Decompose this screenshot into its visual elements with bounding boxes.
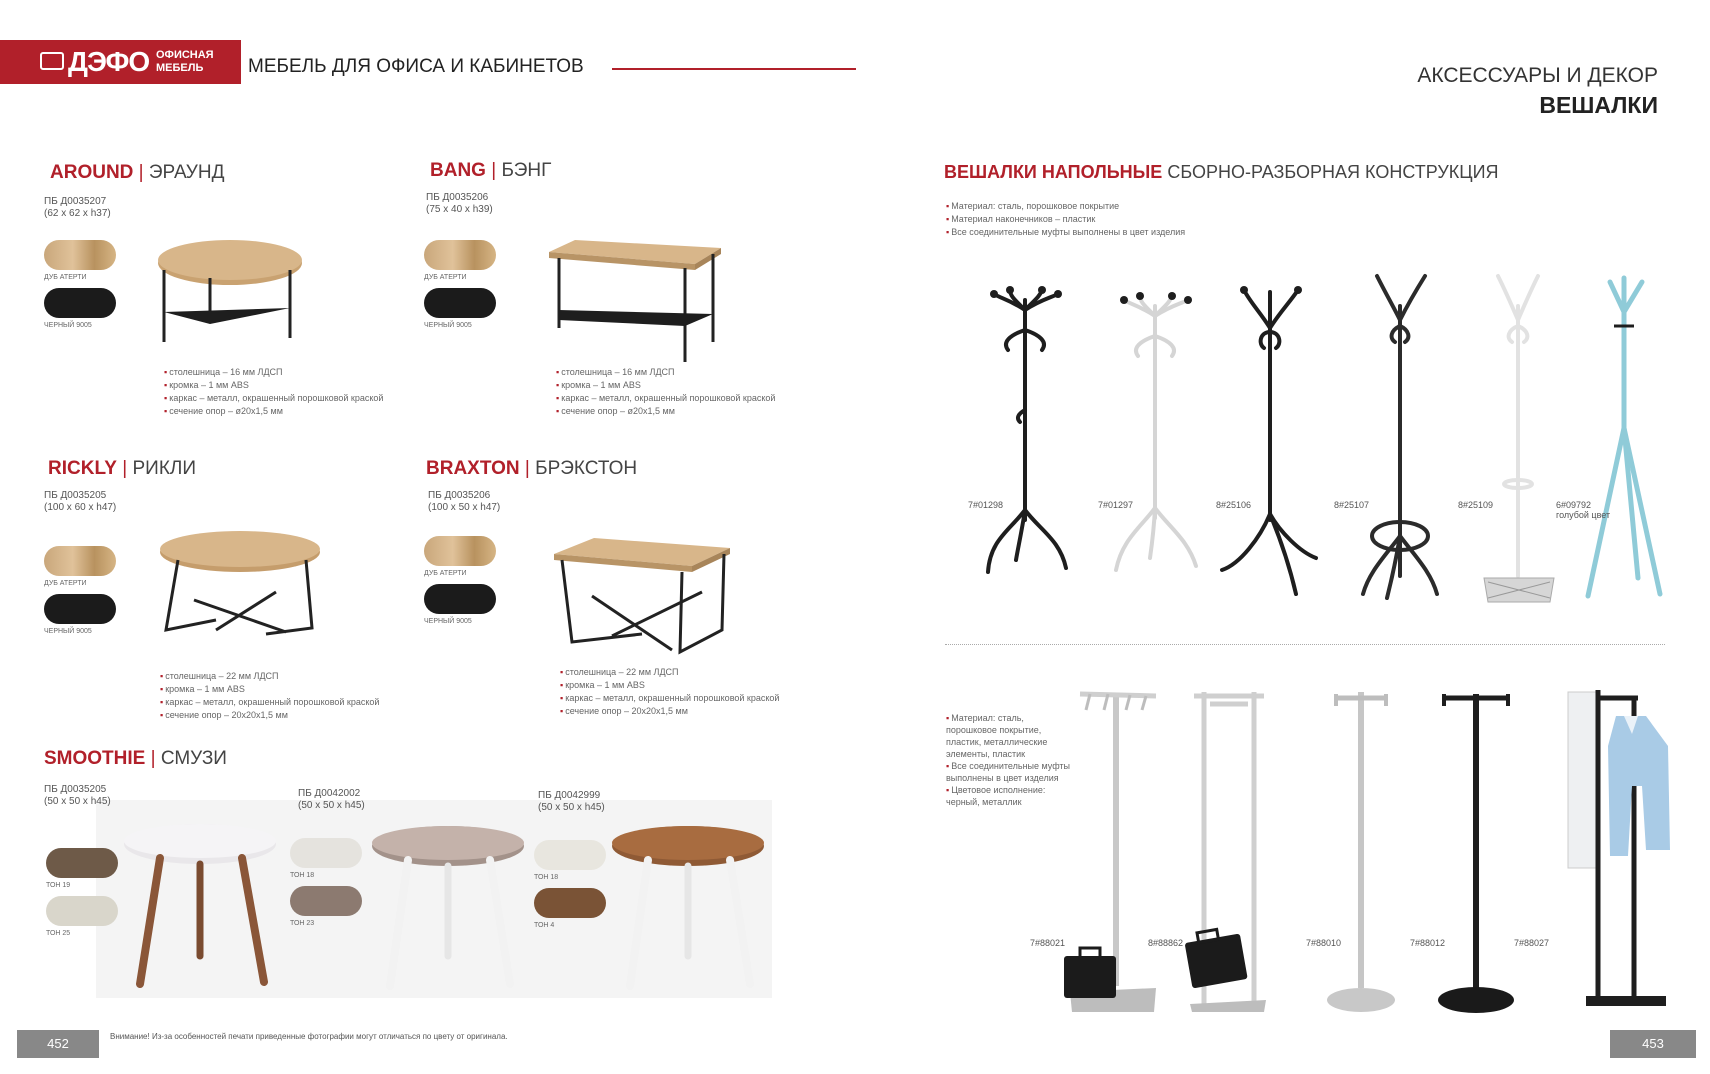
swatch-oak [44, 546, 116, 576]
swatch-label: ТОН 19 [46, 882, 71, 889]
page-number-right: 453 [1610, 1030, 1696, 1058]
product-code: 8#25106 [1216, 500, 1252, 510]
hangers-title-bold: ВЕШАЛКИ НАПОЛЬНЫЕ [944, 162, 1163, 182]
product-name-en: SMOOTHIE [44, 748, 146, 769]
product-code: 7#01297 [1098, 500, 1134, 510]
product-code: ПБ Д0035207 (62 х 62 х h37) [44, 196, 111, 219]
swatch-label: ЧЕРНЫЙ 9005 [44, 322, 92, 329]
brand-subtitle: ОФИСНАЯ МЕБЕЛЬ [156, 49, 214, 74]
header-divider [612, 68, 856, 70]
swatch-ton4 [534, 888, 606, 918]
product-code: 8#88862 [1148, 938, 1184, 948]
spec-list: ▪ столешница – 16 мм ЛДСП ▪ кромка – 1 мм ABS ▪ каркас – металл, окрашенный порошковой краской ▪ сечение опор – ø20х1,5 мм [556, 366, 775, 418]
product-code: ПБ Д0035206 (100 х 50 х h47) [428, 490, 501, 513]
product-code: 8#25109 [1458, 500, 1494, 510]
swatch-label: ЧЕРНЫЙ 9005 [424, 618, 472, 625]
stand-with-case-2 [1180, 688, 1270, 1018]
product-name-en: BRAXTON [426, 458, 520, 479]
stand-mirror-shirt [1566, 686, 1672, 1020]
product-code: 7#88021 [1030, 938, 1066, 948]
swatch-label: ТОН 25 [46, 930, 71, 937]
stand-silver-round [1326, 688, 1396, 1018]
catalog-title: МЕБЕЛЬ ДЛЯ ОФИСА И КАБИНЕТОВ [248, 56, 584, 77]
swatch-label: ТОН 18 [290, 872, 315, 879]
swatch-oak [424, 240, 496, 270]
swatch-label: ДУБ АТЕРТИ [424, 274, 467, 281]
product-title-rickly: RICKLY | РИКЛИ [48, 458, 197, 479]
swatch-black [424, 288, 496, 318]
swatch-black [44, 288, 116, 318]
product-title-around: AROUND | ЭРАУНД [50, 162, 225, 183]
swatch-oak [44, 240, 116, 270]
around-table-image [150, 238, 300, 368]
coat-rack-blue-legs [1584, 278, 1670, 602]
swatch-ton18 [290, 838, 362, 868]
coat-rack-black-tripod [1220, 288, 1320, 598]
coat-rack-ring-base [1355, 276, 1445, 606]
swatch-label: ЧЕРНЫЙ 9005 [424, 322, 472, 329]
stand-with-case-1 [1060, 686, 1160, 1016]
product-name-ru: БЭНГ [501, 160, 552, 181]
swatch-label: ДУБ АТЕРТИ [424, 570, 467, 577]
logo-icon [40, 52, 64, 70]
smoothie-table-mocha [368, 826, 528, 992]
swatch-label: ЧЕРНЫЙ 9005 [44, 628, 92, 635]
hangers-spec-list: ▪ Материал: сталь, порошковое покрытие ▪ Материал наконечников – пластик ▪ Все соединительные муфты выполнены в цвет изделия [946, 200, 1185, 239]
product-code: 7#01298 [968, 500, 1004, 510]
swatch-ton19 [46, 848, 118, 878]
product-code: 8#25107 [1334, 500, 1370, 510]
swatch-black [44, 594, 116, 624]
page-number-left: 452 [17, 1030, 99, 1058]
product-code: ПБ Д0035205 (50 х 50 х h45) [44, 784, 111, 807]
brand-logo [0, 40, 241, 84]
hangers-title-rest: СБОРНО-РАЗБОРНАЯ КОНСТРУКЦИЯ [1167, 162, 1499, 182]
spec-list: ▪ столешница – 22 мм ЛДСП ▪ кромка – 1 мм ABS ▪ каркас – металл, окрашенный порошковой краской ▪ сечение опор – 20х20х1,5 мм [160, 670, 379, 722]
spec-list: ▪ столешница – 16 мм ЛДСП ▪ кромка – 1 мм ABS ▪ каркас – металл, окрашенный порошковой краской ▪ сечение опор – ø20х1,5 мм [164, 366, 383, 418]
product-code: ПБ Д0035205 (100 х 60 х h47) [44, 490, 117, 513]
product-title-braxton: BRAXTON | БРЭКСТОН [426, 458, 638, 479]
brand-name: ДЭФО [68, 46, 150, 77]
swatch-label: ДУБ АТЕРТИ [44, 274, 87, 281]
coat-rack-square-base [1478, 276, 1558, 606]
product-name-ru: РИКЛИ [132, 458, 197, 479]
product-name-ru: ЭРАУНД [148, 162, 225, 183]
swatch-ton25 [46, 896, 118, 926]
swatch-black [424, 584, 496, 614]
product-code: 7#88010 [1306, 938, 1342, 948]
product-name-en: AROUND [50, 162, 134, 183]
swatch-label: ДУБ АТЕРТИ [44, 580, 87, 587]
swatch-label: ТОН 18 [534, 874, 559, 881]
product-code: ПБ Д0035206 (75 х 40 х h39) [426, 192, 493, 215]
product-name-ru: СМУЗИ [160, 748, 227, 769]
subsection-title: ВЕШАЛКИ [1539, 92, 1658, 118]
swatch-label: ТОН 4 [534, 922, 555, 929]
section-divider [945, 644, 1665, 645]
swatch-ton18 [534, 840, 606, 870]
section-title: АКСЕССУАРЫ И ДЕКОР [1417, 64, 1658, 87]
swatch-oak [424, 536, 496, 566]
footnote: Внимание! Из-за особенностей печати приведенные фотографии могут отличаться по цвету от оригинала. [110, 1032, 508, 1041]
spec-list: ▪ столешница – 22 мм ЛДСП ▪ кромка – 1 мм ABS ▪ каркас – металл, окрашенный порошковой краской ▪ сечение опор – 20х20х1,5 мм [560, 666, 779, 718]
product-code: ПБ Д0042999 (50 х 50 х h45) [538, 790, 605, 813]
swatch-ton23 [290, 886, 362, 916]
smoothie-table-walnut [608, 826, 768, 992]
product-code: 7#88012 [1410, 938, 1446, 948]
swatch-label: ТОН 23 [290, 920, 315, 927]
product-name-en: RICKLY [48, 458, 117, 479]
product-code: 6#09792 голубой цвет [1556, 500, 1611, 520]
smoothie-table-white [120, 824, 280, 990]
product-code: ПБ Д0042002 (50 х 50 х h45) [298, 788, 365, 811]
product-code: 7#88027 [1514, 938, 1550, 948]
rickly-table-image [156, 530, 326, 640]
product-name-ru: БРЭКСТОН [535, 458, 638, 479]
product-title-smoothie: SMOOTHIE | СМУЗИ [44, 748, 227, 769]
stand-black-round [1436, 688, 1516, 1018]
coat-rack-white-spiral [1110, 296, 1200, 576]
bang-table-image [545, 238, 725, 368]
hangers-title [944, 162, 1499, 183]
braxton-table-image [552, 536, 732, 656]
product-name-en: BANG [430, 160, 486, 181]
product-title-bang: BANG | БЭНГ [430, 160, 552, 181]
coat-rack-black-spiral [980, 290, 1070, 580]
stands-spec-list: ▪ Материал: сталь, порошковое покрытие, пластик, металлические элементы, пластик ▪ Все соединительные муфты выполнены в цвет изделия ▪ Цветовое исполнение: черный, металлик [946, 712, 1076, 808]
